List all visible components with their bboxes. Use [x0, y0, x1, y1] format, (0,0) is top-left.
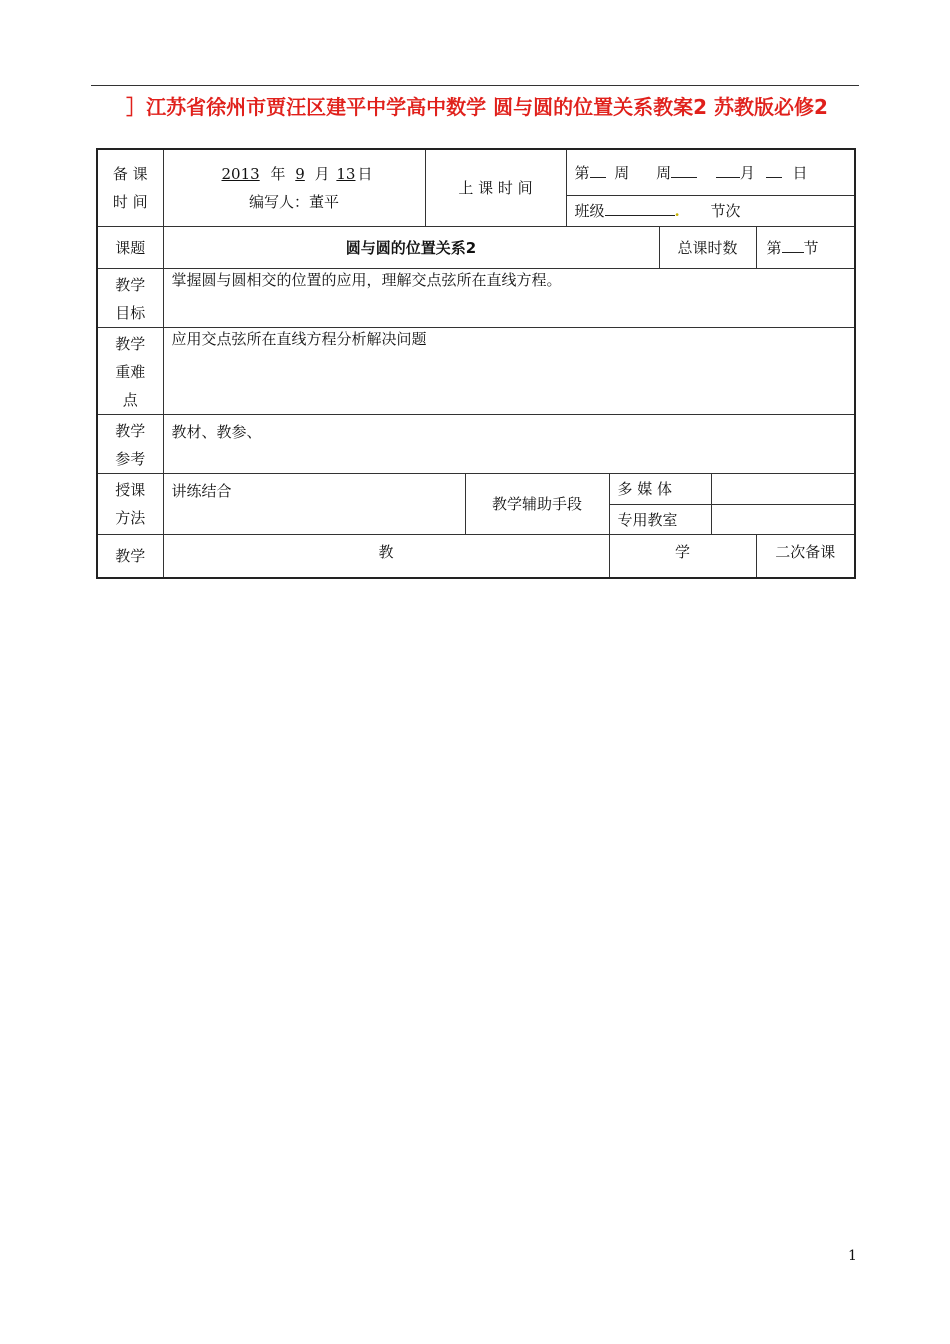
- lesson-number-cell: 第 节: [756, 226, 855, 268]
- reference-text: 教材、教参、: [163, 414, 855, 473]
- lesson-plan-table: [96, 148, 856, 579]
- total-hours-label: 总课时数: [659, 226, 756, 268]
- method-label: 授课 方法: [97, 473, 163, 534]
- document-title: ］江苏省徐州市贾汪区建平中学高中数学 圆与圆的位置关系教案2 苏教版必修2: [126, 95, 828, 119]
- class-cell: 班级 . 节次: [566, 195, 855, 226]
- header-row: [97, 149, 855, 195]
- prep-time-label: 备 课 时 间: [97, 149, 163, 226]
- author-label: 编写人：: [248, 192, 309, 211]
- process-row: [97, 534, 855, 578]
- multimedia-label: 多 媒 体: [609, 473, 711, 504]
- year-value: 2013: [221, 164, 260, 183]
- process-teach: 教: [163, 534, 609, 578]
- method-text: 讲练结合: [163, 473, 465, 534]
- day-value: 13: [336, 164, 356, 183]
- key-points-row: [97, 327, 855, 414]
- reference-label: 教学 参考: [97, 414, 163, 473]
- lesson-title: 圆与圆的位置关系2: [163, 226, 659, 268]
- reference-row: [97, 414, 855, 473]
- page-number: 1: [848, 1248, 857, 1264]
- week-cell: 第 周 周 月 日: [566, 149, 855, 195]
- second-prep-label: 二次备课: [756, 534, 855, 578]
- key-points-text: 应用交点弦所在直线方程分析解决问题: [163, 327, 855, 414]
- key-points-label: 教学 重难 点: [97, 327, 163, 414]
- topic-label: 课题: [97, 226, 163, 268]
- header-rule: [91, 85, 859, 86]
- goal-row: [97, 268, 855, 327]
- goal-text: 掌握圆与圆相交的位置的应用，理解交点弦所在直线方程。: [163, 268, 855, 327]
- multimedia-value: [711, 473, 855, 504]
- goal-label: 教学 目标: [97, 268, 163, 327]
- highlight-mark: .: [674, 202, 680, 220]
- prep-date-cell: 2013 年 9 月 13 日 编写人：董平: [163, 149, 425, 226]
- teaching-aid-label: 教学辅助手段: [465, 473, 609, 534]
- method-row: [97, 473, 855, 504]
- process-label: 教学: [97, 534, 163, 578]
- process-learn: 学: [609, 534, 756, 578]
- author-name: 董平: [309, 192, 340, 211]
- class-time-label: 上 课 时 间: [425, 149, 566, 226]
- month-value: 9: [295, 164, 305, 183]
- classroom-value: [711, 504, 855, 534]
- topic-row: [97, 226, 855, 268]
- classroom-label: 专用教室: [609, 504, 711, 534]
